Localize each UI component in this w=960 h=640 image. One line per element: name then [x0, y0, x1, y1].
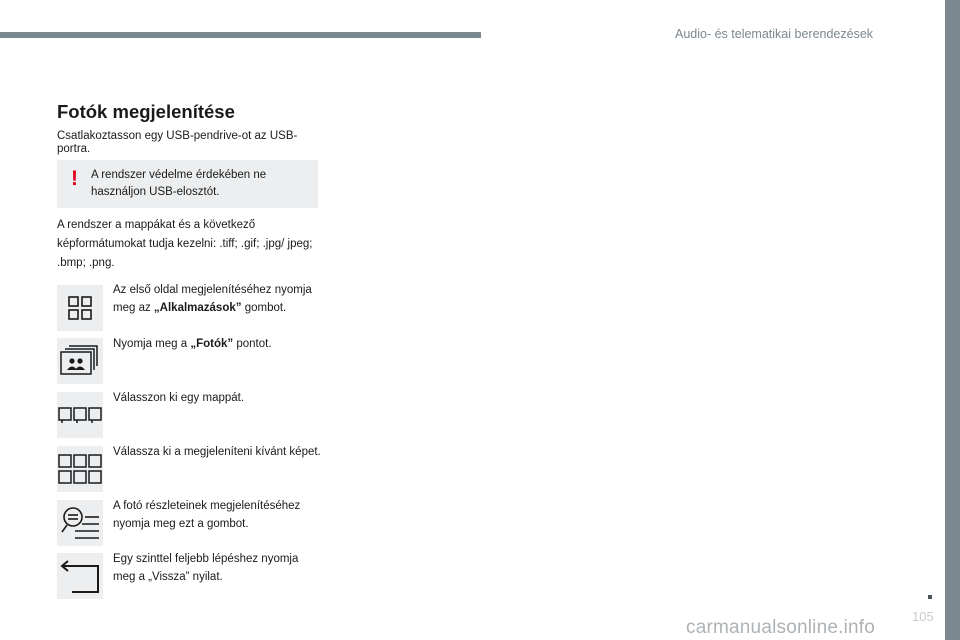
photos-icon	[57, 338, 103, 384]
warning-text: A rendszer védelme érdekében ne használjon USB-elosztót.	[91, 169, 267, 198]
step-back: Egy szinttel feljebb lépéshez nyomja meg a „Vissza” nyilat.	[113, 553, 299, 583]
side-strip	[945, 0, 960, 640]
step-image: Válassza ki a megjeleníteni kívánt képet.	[113, 446, 321, 458]
warning-icon: !	[71, 167, 78, 190]
intro-text: Csatlakoztasson egy USB-pendrive-ot az USB-portra.	[57, 130, 298, 155]
header-bar	[0, 32, 481, 38]
formats-text: A rendszer a mappákat és a következő képformátumokat tudja kezelni: .tiff; .gif; .jpg/ jpeg; .bmp; .png.	[57, 219, 313, 269]
warning-box	[57, 160, 318, 208]
section-title: Fotók megjelenítése	[57, 101, 235, 122]
image-grid-icon	[57, 446, 103, 492]
back-arrow-icon	[57, 553, 103, 599]
page-marker	[928, 595, 932, 599]
step-folder: Válasszon ki egy mappát.	[113, 392, 245, 404]
header-title: Audio- és telematikai berendezések	[675, 27, 874, 41]
step-applications: Az első oldal megjelenítéséhez nyomja meg az „Alkalmazások” gombot.	[113, 284, 312, 314]
step-photos: Nyomja meg a „Fotók” pontot.	[113, 338, 272, 350]
details-icon	[57, 500, 103, 546]
folders-icon	[57, 392, 103, 438]
page-number: 105	[912, 609, 934, 624]
applications-grid-icon	[57, 285, 103, 331]
step-details: A fotó részleteinek megjelenítéséhez nyomja meg ezt a gombot.	[113, 500, 301, 530]
watermark: carmanualsonline.info	[686, 617, 876, 638]
